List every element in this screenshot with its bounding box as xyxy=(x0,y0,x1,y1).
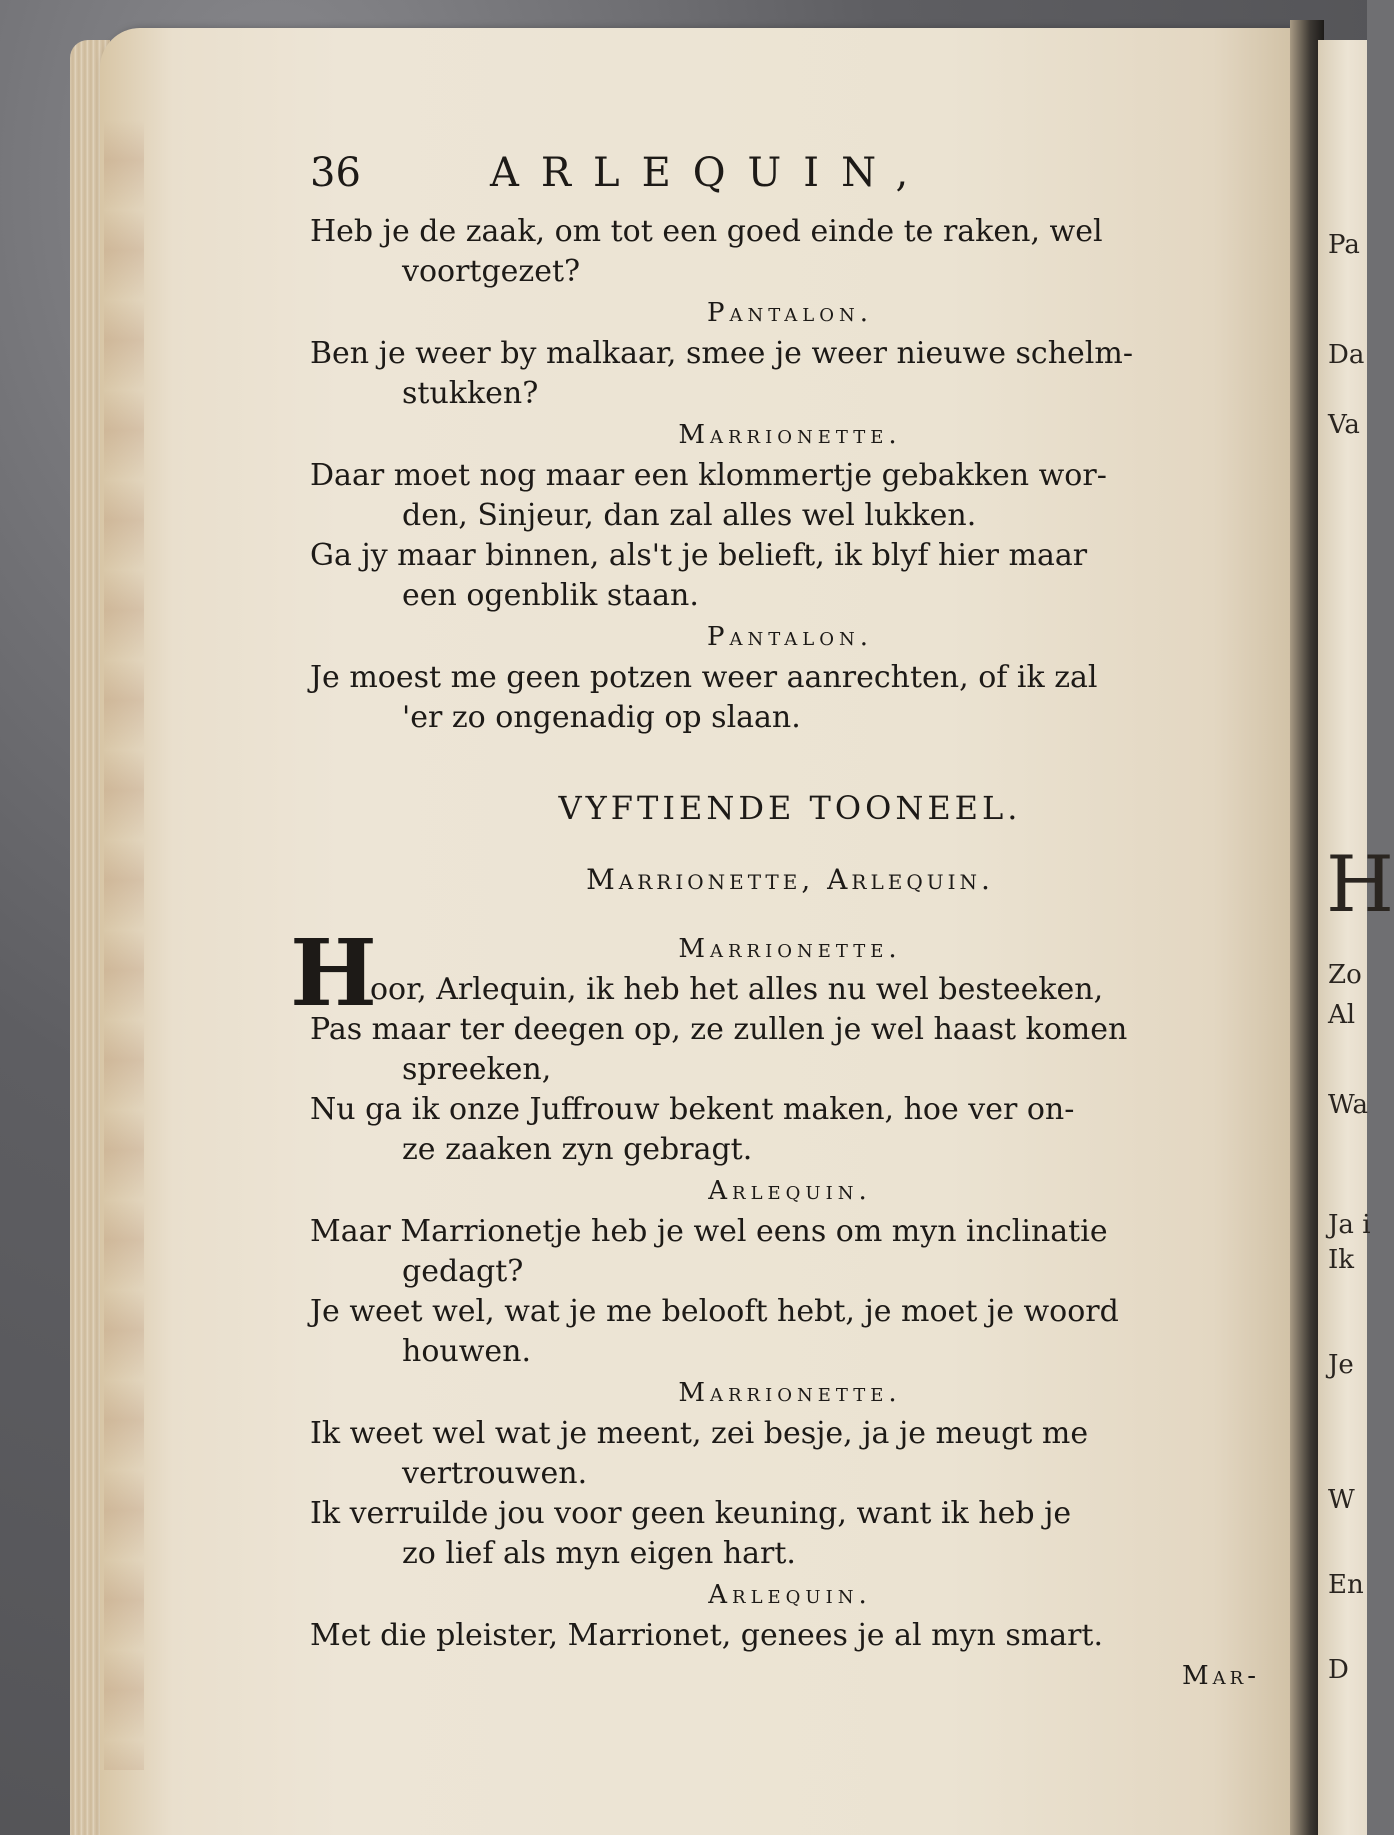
verse-line: oor, Arlequin, ik heb het alles nu wel besteeken, xyxy=(370,972,1104,1007)
verse-line: Daar moet nog maar een klommertje gebakken wor- xyxy=(310,458,1107,493)
verse-line: ze zaaken zyn gebragt. xyxy=(402,1132,753,1167)
speaker-name: Arlequin. xyxy=(708,1176,872,1206)
facing-fragment: Wa xyxy=(1328,1090,1368,1120)
verse-line: den, Sinjeur, dan zal alles wel lukken. xyxy=(402,498,977,533)
speaker-name: Marrionette. xyxy=(678,934,902,964)
speaker-name: Marrionette. xyxy=(678,1378,902,1408)
running-title: ARLEQUIN, xyxy=(490,150,931,196)
verse-line: stukken? xyxy=(402,376,539,411)
speaker-name: Arlequin. xyxy=(708,1580,872,1610)
verse-line: Ik weet wel wat je meent, zei besje, ja je meugt me xyxy=(310,1416,1089,1451)
verse-line: Ik verruilde jou voor geen keuning, want ik heb je xyxy=(310,1496,1072,1531)
facing-fragment: En xyxy=(1328,1570,1364,1600)
speaker-name: Pantalon. xyxy=(707,622,873,652)
verse-line: vertrouwen. xyxy=(402,1456,588,1491)
speaker-name: Pantalon. xyxy=(707,298,873,328)
facing-fragment: H xyxy=(1326,840,1394,930)
facing-fragment: W xyxy=(1328,1485,1355,1515)
drop-cap: H xyxy=(290,919,377,1027)
facing-fragment: Zo xyxy=(1328,960,1362,990)
verse-line: Met die pleister, Marrionet, genees je al myn smart. xyxy=(310,1618,1104,1653)
facing-fragment: Al xyxy=(1328,1000,1356,1030)
facing-fragment: Pa xyxy=(1328,230,1360,260)
verse-line: een ogenblik staan. xyxy=(402,578,699,613)
verse-line: Ga jy maar binnen, als't je belieft, ik blyf hier maar xyxy=(310,538,1088,573)
verse-line: Pas maar ter deegen op, ze zullen je wel haast komen xyxy=(310,1012,1128,1047)
verse-line: 'er zo ongenadig op slaan. xyxy=(402,700,801,735)
verse-line: Je weet wel, wat je me belooft hebt, je moet je woord xyxy=(310,1294,1119,1329)
scene-opening xyxy=(290,919,1270,1027)
facing-fragment: Je xyxy=(1328,1350,1354,1380)
scene-title: VYFTIENDE TOONEEL. xyxy=(558,789,1022,827)
verse-line: spreeken, xyxy=(402,1052,552,1087)
verse-line: Je moest me geen potzen weer aanrechten, of ik zal xyxy=(310,660,1098,695)
dialogue-block-1 xyxy=(310,212,1270,738)
verse-line: Ben je weer by malkaar, smee je weer nieuwe schelm- xyxy=(310,336,1133,371)
page-text xyxy=(290,150,1270,1696)
catchword: Mar- xyxy=(1182,1661,1260,1691)
facing-fragment: Ja i xyxy=(1328,1210,1371,1240)
facing-fragment: D xyxy=(1328,1655,1349,1685)
facing-fragment: Va xyxy=(1328,410,1360,440)
verse-line: Nu ga ik onze Juffrouw bekent maken, hoe ver on- xyxy=(310,1092,1075,1127)
page-header xyxy=(310,150,1270,212)
page-number: 36 xyxy=(310,150,361,196)
verse-line: houwen. xyxy=(402,1334,531,1369)
speaker-name: Marrionette. xyxy=(678,420,902,450)
facing-fragment: Ik xyxy=(1328,1245,1355,1275)
facing-page xyxy=(1318,40,1394,1835)
verse-line: Heb je de zaak, om tot een goed einde te raken, wel xyxy=(310,214,1103,249)
facing-fragment: Da xyxy=(1328,340,1365,370)
verse-line: Maar Marrionetje heb je wel eens om myn inclinatie xyxy=(310,1214,1108,1249)
verse-line: voortgezet? xyxy=(402,254,581,289)
verse-line: gedagt? xyxy=(402,1254,524,1289)
scene-cast: Marrionette, Arlequin. xyxy=(586,863,994,896)
dialogue-block-2 xyxy=(310,1010,1270,1656)
page-stain xyxy=(104,120,144,1770)
verse-line: zo lief als myn eigen hart. xyxy=(402,1536,796,1571)
